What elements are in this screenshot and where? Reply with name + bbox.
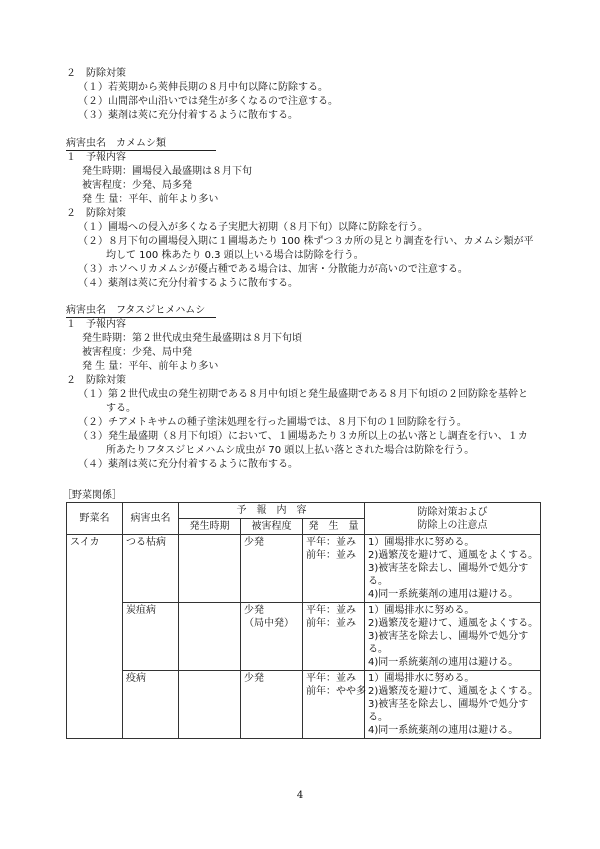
- measure-line: 4)同一系統薬剤の連用は避ける。: [368, 725, 519, 736]
- control-item: （１）第２世代成虫の発生初期である８月中旬頃と発生最盛期である８月下旬頃の２回防除を基幹と: [78, 389, 528, 400]
- damage-degree: [241, 535, 303, 603]
- control-heading: ２ 防除対策: [66, 375, 126, 386]
- measure-line: る。: [368, 644, 389, 655]
- header-crop: 野菜名: [67, 503, 123, 535]
- crop-name: スイカ: [67, 535, 123, 739]
- control-item-cont: 均して 100 株あたり 0.3 頭以上いる場合は防除を行う。: [106, 250, 364, 261]
- header-amount: 発 生 量: [303, 519, 365, 535]
- damage-degree: [241, 671, 303, 739]
- forecast-item: 被害程度：少発、局中発: [82, 347, 192, 358]
- forecast-item: 発 生 量：平年、前年より多い: [82, 194, 219, 205]
- measure-line: 3)被害茎を除去し、圃場外で処分す: [368, 631, 529, 642]
- control-item: （１）圃場への侵入が多くなる子実肥大初期（８月下旬）以降に防除を行う。: [78, 222, 428, 233]
- occurrence-amount: [303, 603, 365, 671]
- amount-line: 平年：並み: [306, 673, 356, 684]
- forecast-heading: １ 予報内容: [66, 319, 126, 330]
- header-degree: 被害程度: [241, 519, 303, 535]
- amount-line: 平年：並み: [306, 537, 356, 548]
- forecast-item: 被害程度：少発、局多発: [82, 180, 192, 191]
- table-row: [67, 603, 541, 671]
- measures: [365, 535, 541, 603]
- control-item: （３）薬剤は莢に充分付着するように散布する。: [78, 110, 298, 121]
- pest-name: 疫病: [123, 671, 179, 739]
- vegetable-forecast-table: [66, 502, 541, 739]
- degree-line: 少発: [244, 537, 264, 548]
- measure-line: る。: [368, 712, 389, 723]
- amount-line: 前年：やや多: [306, 686, 366, 697]
- occurrence-amount: [303, 671, 365, 739]
- measure-line: 4)同一系統薬剤の連用は避ける。: [368, 589, 519, 600]
- measures: [365, 603, 541, 671]
- header-time: 発生時期: [179, 519, 241, 535]
- header-measures-line: 防除対策および: [417, 506, 488, 518]
- measure-line: 1）圃場排水に努める。: [368, 673, 475, 684]
- control-item: （４）薬剤は莢に充分付着するように散布する。: [78, 459, 298, 470]
- header-measures: [365, 503, 541, 535]
- table-row: [67, 671, 541, 739]
- control-item: （３）ホソヘリカメムシが優占種である場合は、加害・分散能力が高いので注意する。: [78, 264, 468, 275]
- degree-line: 少発: [244, 605, 264, 616]
- control-item: （２）８月下旬の圃場侵入期に１圃場あたり 100 株ずつ３カ所の見とり調査を行い、カメムシ類が平: [78, 236, 534, 247]
- degree-line: 少発: [244, 673, 264, 684]
- amount-line: 前年：並み: [306, 618, 356, 629]
- control-item: （１）若莢期から莢伸長期の８月中旬以降に防除する。: [78, 82, 328, 93]
- measure-line: 3)被害茎を除去し、圃場外で処分す: [368, 699, 529, 710]
- forecast-heading: １ 予報内容: [66, 152, 126, 163]
- occurrence-time: [179, 671, 241, 739]
- occurrence-amount: [303, 535, 365, 603]
- control-item: （２）チアメトキサムの種子塗沫処理を行った圃場では、８月下旬の１回防除を行う。: [78, 417, 467, 428]
- measure-line: 2)過繁茂を避けて、通風をよくする。: [368, 550, 539, 561]
- damage-degree: [241, 603, 303, 671]
- page-number: 4: [296, 790, 304, 801]
- control-item-cont: 所あたりフタスジヒメハムシ成虫が 70 頭以上払い落とされた場合は防除を行う。: [106, 445, 475, 456]
- measure-line: 1）圃場排水に努める。: [368, 605, 475, 616]
- section-heading: ２ 防除対策: [66, 68, 126, 79]
- occurrence-time: [179, 535, 241, 603]
- control-item: （２）山間部や山沿いでは発生が多くなるので注意する。: [78, 96, 338, 107]
- occurrence-time: [179, 603, 241, 671]
- measure-line: 4)同一系統薬剤の連用は避ける。: [368, 657, 519, 668]
- measure-line: 3)被害茎を除去し、圃場外で処分す: [368, 563, 529, 574]
- amount-line: 前年：並み: [306, 550, 356, 561]
- header-measures-line: 防除上の注意点: [417, 519, 488, 531]
- header-pest: 病害虫名: [123, 503, 179, 535]
- vegetable-section-label: ［野菜関係］: [62, 490, 122, 501]
- table-row: [67, 535, 541, 603]
- measure-line: 2)過繁茂を避けて、通風をよくする。: [368, 686, 539, 697]
- control-item: （４）薬剤は莢に充分付着するように散布する。: [78, 278, 298, 289]
- header-forecast: 予 報 内 容: [179, 503, 365, 519]
- measure-line: 1）圃場排水に努める。: [368, 537, 475, 548]
- pest-name: つる枯病: [123, 535, 179, 603]
- control-item-cont: する。: [106, 403, 136, 414]
- measure-line: る。: [368, 576, 389, 587]
- measures: [365, 671, 541, 739]
- measure-line: 2)過繁茂を避けて、通風をよくする。: [368, 618, 539, 629]
- amount-line: 平年：並み: [306, 605, 356, 616]
- control-heading: ２ 防除対策: [66, 208, 126, 219]
- forecast-item: 発 生 量：平年、前年より多い: [82, 361, 219, 372]
- pest-name: 炭疽病: [123, 603, 179, 671]
- pest-title: 病害虫名 カメムシ類: [66, 137, 216, 151]
- pest-title: 病害虫名 フタスジヒメハムシ: [66, 304, 216, 318]
- forecast-item: 発生時期：第２世代成虫発生最盛期は８月下旬頃: [82, 333, 302, 344]
- forecast-item: 発生時期：圃場侵入最盛期は８月下旬: [82, 166, 252, 177]
- degree-line: （局中発）: [244, 618, 294, 629]
- control-item: （３）発生最盛期（８月下旬頃）において、１圃場あたり３カ所以上の払い落とし調査を行い、１カ: [78, 431, 528, 442]
